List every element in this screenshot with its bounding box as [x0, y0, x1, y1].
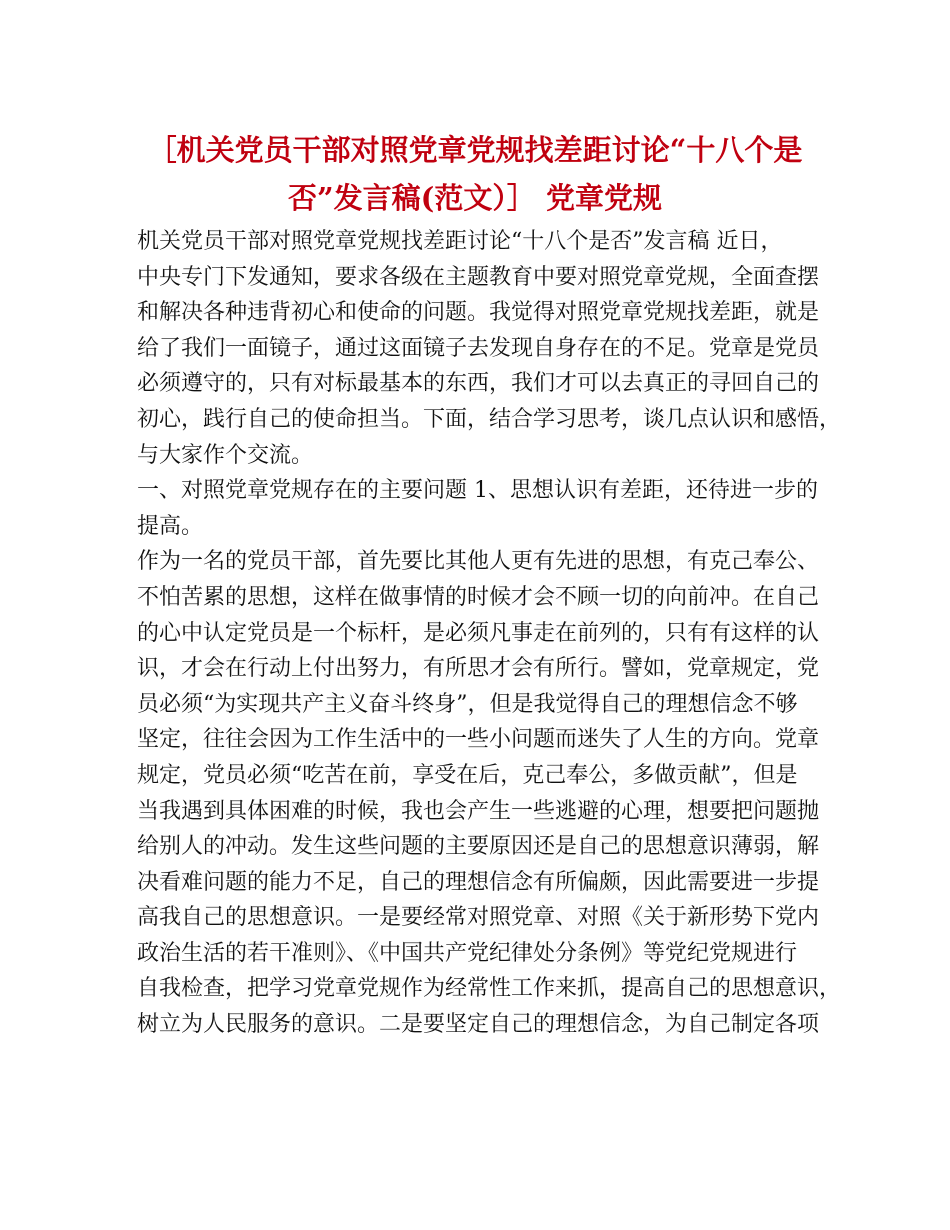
body-line: 的心中认定党员是一个标杆，是必须凡事走在前列的，只有有这样的认: [137, 620, 820, 646]
body-line: 规定，党员必须“吃苦在前，享受在后，克己奉公，多做贡献”，但是: [137, 762, 798, 788]
body-line: 政治生活的若干准则》、《中国共产党纪律处分条例》等党纪党规进行: [137, 940, 798, 966]
body-line: 当我遇到具体困难的时候，我也会产生一些逃避的心理，想要把问题抛: [137, 798, 820, 824]
body-line: 中央专门下发通知，要求各级在主题教育中要对照党章党规，全面查摆: [137, 264, 820, 290]
title-line-1: ［机关党员干部对照党章党规找差距讨论“十八个是: [147, 133, 803, 167]
body-line: 必须遵守的，只有对标最基本的东西，我们才可以去真正的寻回自己的: [137, 371, 820, 397]
body-line: 识，才会在行动上付出努力，有所思才会有所行。譬如，党章规定，党: [137, 656, 820, 682]
body-line: 不怕苦累的思想，这样在做事情的时候才会不顾一切的向前冲。在自己: [137, 584, 820, 610]
body-line: 作为一名的党员干部，首先要比其他人更有先进的思想，有克己奉公、: [137, 549, 820, 575]
body-line: 高我自己的思想意识。一是要经常对照党章、对照《关于新形势下党内: [137, 905, 820, 931]
body-line: 机关党员干部对照党章党规找差距讨论“十八个是否”发言稿 近日，: [137, 229, 783, 254]
body-line: 给别人的冲动。发生这些问题的主要原因还是自己的思想意识薄弱，解: [137, 834, 820, 860]
body-line: 初心，践行自己的使命担当。下面，结合学习思考，谈几点认识和感悟，: [137, 406, 842, 432]
body-line: 给了我们一面镜子，通过这面镜子去发现自身存在的不足。党章是党员: [137, 335, 820, 361]
body-line: 坚定，往往会因为工作生活中的一些小问题而迷失了人生的方向。党章: [137, 727, 820, 753]
body-line: 与大家作个交流。: [137, 442, 314, 468]
body-line: 和解决各种违背初心和使命的问题。我觉得对照党章党规找差距，就是: [137, 300, 820, 326]
body-line: 树立为人民服务的意识。二是要坚定自己的理想信念，为自己制定各项: [137, 1012, 820, 1038]
body-line: 自我检查，把学习党章党规作为经常性工作来抓，提高自己的思想意识，: [137, 976, 842, 1002]
title-line-2: 否”发言稿(范文）］ 党章党规: [288, 181, 662, 215]
body-line: 员必须“为实现共产主义奋斗终身”，但是我觉得自己的理想信念不够: [137, 691, 798, 717]
section-heading-line: 提高。: [137, 513, 204, 539]
section-heading-line: 一、对照党章党规存在的主要问题 1、思想认识有差距，还待进一步的: [137, 478, 818, 504]
document-body: [137, 224, 842, 1043]
document-title: [120, 126, 830, 222]
body-line: 决看难问题的能力不足，自己的理想信念有所偏颇，因此需要进一步提: [137, 869, 820, 895]
